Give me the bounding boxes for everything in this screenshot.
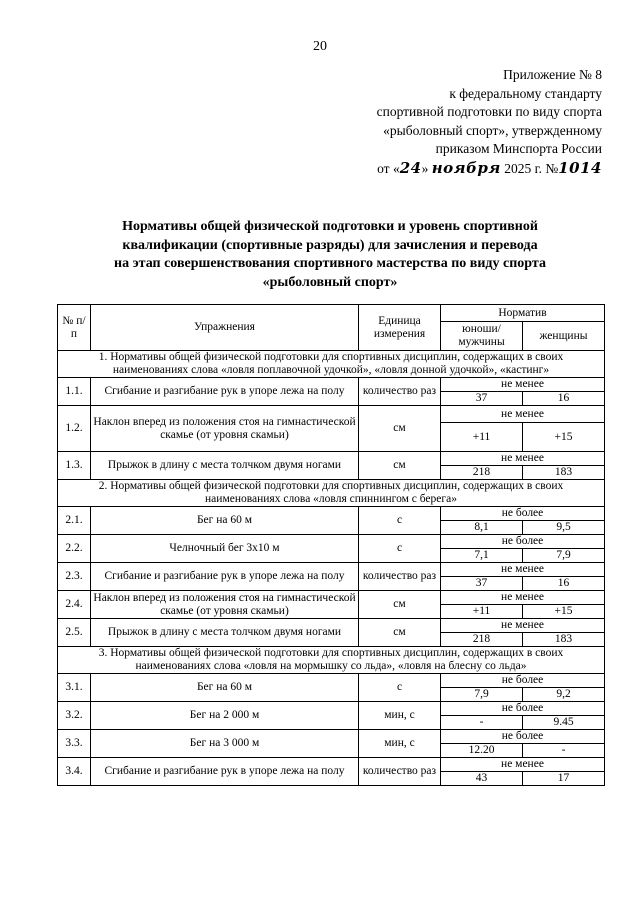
table-row	[58, 730, 605, 744]
row-condition: не более	[441, 535, 605, 549]
row-exercise: Бег на 60 м	[91, 674, 359, 702]
handwritten-day: 24	[399, 158, 422, 177]
row-male-value: 37	[441, 392, 523, 406]
row-exercise: Сгибание и разгибание рук в упоре лежа на полу	[91, 563, 359, 591]
appendix-line: приказом Минспорта России	[435, 141, 602, 156]
table-row	[58, 591, 605, 605]
title-line: «рыболовный спорт»	[262, 274, 398, 290]
row-unit: см	[359, 619, 441, 647]
row-unit: с	[359, 535, 441, 563]
row-female-value: -	[523, 744, 605, 758]
row-condition: не более	[441, 674, 605, 688]
page-number: 20	[313, 39, 327, 54]
row-male-value: 7,1	[441, 549, 523, 563]
row-number: 3.2.	[58, 702, 91, 730]
row-exercise: Сгибание и разгибание рук в упоре лежа на полу	[91, 378, 359, 406]
appendix-date-line	[302, 159, 602, 179]
row-number: 1.1.	[58, 378, 91, 406]
header-female: женщины	[523, 322, 605, 351]
handwritten-order-number: 1014	[558, 158, 602, 177]
row-number: 2.2.	[58, 535, 91, 563]
appendix-line: спортивной подготовки по виду спорта	[376, 104, 602, 119]
row-condition: не более	[441, 702, 605, 716]
row-female-value: 183	[523, 466, 605, 480]
row-unit: с	[359, 674, 441, 702]
row-female-value: 9.45	[523, 716, 605, 730]
row-unit: см	[359, 452, 441, 480]
title-line: Нормативы общей физической подготовки и уровень спортивной	[122, 219, 538, 234]
title-line: на этап совершенствования спортивного мастерства по виду спорта	[114, 256, 546, 271]
date-year: 2025 г. №	[504, 160, 559, 176]
appendix-line: Приложение № 8	[503, 67, 602, 82]
row-condition: не менее	[441, 452, 605, 466]
table-row	[58, 674, 605, 688]
row-male-value: +11	[441, 605, 523, 619]
row-male-value: 12.20	[441, 744, 523, 758]
row-exercise: Наклон вперед из положения стоя на гимнастической скамье (от уровня скамьи)	[91, 406, 359, 452]
row-female-value: +15	[523, 423, 605, 452]
row-number: 3.4.	[58, 758, 91, 786]
row-male-value: +11	[441, 423, 523, 452]
row-unit: количество раз	[359, 758, 441, 786]
document-title	[60, 218, 600, 292]
row-number: 1.2.	[58, 406, 91, 452]
row-exercise: Прыжок в длину с места толчком двумя ногами	[91, 619, 359, 647]
row-female-value: 16	[523, 392, 605, 406]
row-condition: не менее	[441, 378, 605, 392]
row-male-value: -	[441, 716, 523, 730]
row-female-value: 17	[523, 772, 605, 786]
row-female-value: 16	[523, 577, 605, 591]
row-male-value: 7,9	[441, 688, 523, 702]
table-row	[58, 702, 605, 716]
row-exercise: Прыжок в длину с места толчком двумя ногами	[91, 452, 359, 480]
table-row	[58, 507, 605, 521]
section-title: 1. Нормативы общей физической подготовки для спортивных дисциплин, содержащих в своих наименованиях слова «ловля поплавочной удочкой», «ловля донной удочкой», «кастинг»	[58, 351, 605, 378]
section-title: 3. Нормативы общей физической подготовки для спортивных дисциплин, содержащих в своих наименованиях слова «ловля на мормышку со льда», «ловля на блесну со льда»	[58, 647, 605, 674]
row-male-value: 37	[441, 577, 523, 591]
row-unit: см	[359, 591, 441, 619]
header-norm: Норматив	[441, 305, 605, 322]
table-row	[58, 535, 605, 549]
row-male-value: 218	[441, 633, 523, 647]
row-condition: не менее	[441, 591, 605, 605]
row-exercise: Наклон вперед из положения стоя на гимнастической скамье (от уровня скамьи)	[91, 591, 359, 619]
row-exercise: Челночный бег 3х10 м	[91, 535, 359, 563]
row-exercise: Бег на 2 000 м	[91, 702, 359, 730]
table-row	[58, 619, 605, 633]
handwritten-month: ноября	[431, 158, 501, 177]
row-male-value: 218	[441, 466, 523, 480]
row-number: 2.4.	[58, 591, 91, 619]
row-number: 2.1.	[58, 507, 91, 535]
row-unit: см	[359, 406, 441, 452]
row-exercise: Бег на 60 м	[91, 507, 359, 535]
header-unit: Единица измерения	[359, 305, 441, 351]
header-exercise: Упражнения	[91, 305, 359, 351]
row-condition: не более	[441, 507, 605, 521]
row-condition: не более	[441, 730, 605, 744]
section-title: 2. Нормативы общей физической подготовки для спортивных дисциплин, содержащих в своих наименованиях слова «ловля спиннингом с берега»	[58, 480, 605, 507]
row-male-value: 8,1	[441, 521, 523, 535]
table-row	[58, 563, 605, 577]
title-line: квалификации (спортивные разряды) для зачисления и перевода	[122, 237, 538, 253]
row-female-value: +15	[523, 605, 605, 619]
row-exercise: Сгибание и разгибание рук в упоре лежа на полу	[91, 758, 359, 786]
row-unit: с	[359, 507, 441, 535]
row-unit: мин, с	[359, 730, 441, 758]
row-condition: не менее	[441, 406, 605, 423]
row-male-value: 43	[441, 772, 523, 786]
row-female-value: 183	[523, 633, 605, 647]
table-row	[58, 452, 605, 466]
row-condition: не менее	[441, 563, 605, 577]
appendix-line: «рыболовный спорт», утвержденному	[383, 122, 602, 138]
row-unit: количество раз	[359, 378, 441, 406]
row-number: 2.3.	[58, 563, 91, 591]
row-number: 3.3.	[58, 730, 91, 758]
row-unit: количество раз	[359, 563, 441, 591]
norms-table-body	[58, 351, 605, 786]
row-female-value: 9,2	[523, 688, 605, 702]
date-sep: »	[421, 160, 429, 176]
table-row	[58, 406, 605, 423]
appendix-line: к федеральному стандарту	[449, 85, 602, 101]
row-unit: мин, с	[359, 702, 441, 730]
table-row	[58, 758, 605, 772]
row-exercise: Бег на 3 000 м	[91, 730, 359, 758]
row-number: 1.3.	[58, 452, 91, 480]
date-prefix: от «	[377, 160, 400, 176]
table-row	[58, 378, 605, 392]
row-condition: не менее	[441, 619, 605, 633]
appendix-block	[302, 66, 602, 178]
row-number: 3.1.	[58, 674, 91, 702]
norms-table	[57, 304, 605, 786]
header-num: № п/п	[58, 305, 91, 351]
row-female-value: 7,9	[523, 549, 605, 563]
row-condition: не менее	[441, 758, 605, 772]
row-number: 2.5.	[58, 619, 91, 647]
header-male: юноши/ мужчины	[441, 322, 523, 351]
row-female-value: 9,5	[523, 521, 605, 535]
